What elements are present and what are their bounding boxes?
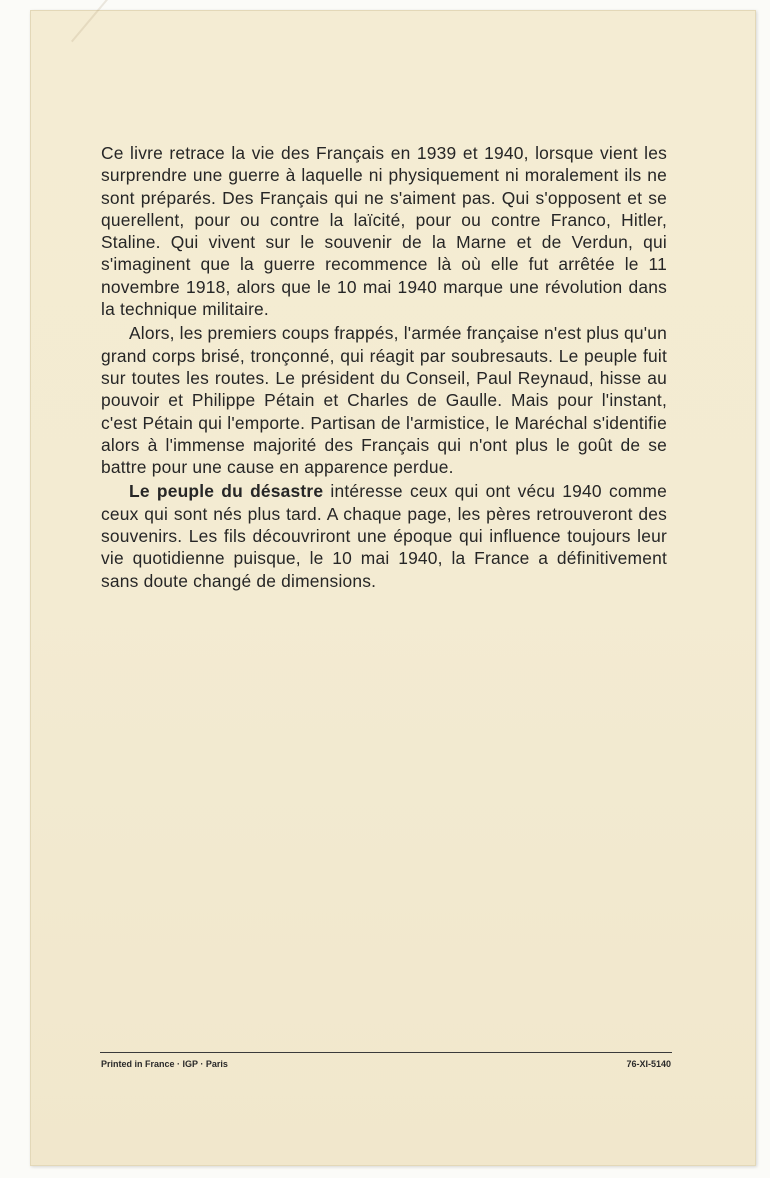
cover-crease [71,0,130,42]
book-title-emphasis: Le peuple du désastre [129,481,324,502]
printer-imprint: Printed in France · IGP · Paris [101,1059,228,1069]
cover-blurb [101,142,667,592]
blurb-paragraph-2 [101,322,667,478]
blurb-paragraph-2-text: Alors, les premiers coups frappés, l'armée française n'est plus qu'un grand corps brisé, tronçonné, qui réagit par soubresauts. Le peuple fuit sur toutes les routes. Le président du Conseil, Paul Reynaud, hisse au pouvoir et Philippe Pétain et Charles de Gaulle. Mais pour l'instant, c'est Pétain qui l'emporte. Partisan de l'armistice, le Maréchal s'identifie alors à l'immense majorité des Français qui n'ont plus le goût de se battre pour une cause en apparence perdue. [101,323,667,478]
footer-divider [100,1052,672,1053]
blurb-paragraph-3-text: intéresse ceux qui ont vécu 1940 comme ceux qui sont nés plus tard. A chaque page, les pères retrouveront des souvenirs. Les fils découvriront une époque qui influence toujours leur vie quotidienne puisque, le 10 mai 1940, la France a définitivement sans doute changé de dimensions. [101,481,667,591]
blurb-paragraph-3 [101,480,667,591]
blurb-paragraph-1 [101,142,667,320]
blurb-paragraph-1-text: Ce livre retrace la vie des Français en 1939 et 1940, lorsque vient les surprendre une guerre à laquelle ni physiquement ni moralement ils ne sont préparés. Des Français qui ne s'aiment pas. Qui s'opposent et se querellent, pour ou contre la laïcité, pour ou contre Franco, Hitler, Staline. Qui vivent sur le souvenir de la Marne et de Verdun, qui s'imaginent que la guerre recommence là où elle fut arrêtée le 11 novembre 1918, alors que le 10 mai 1940 marque une révolution dans la technique militaire. [101,143,667,320]
catalog-code: 76-XI-5140 [626,1059,671,1069]
